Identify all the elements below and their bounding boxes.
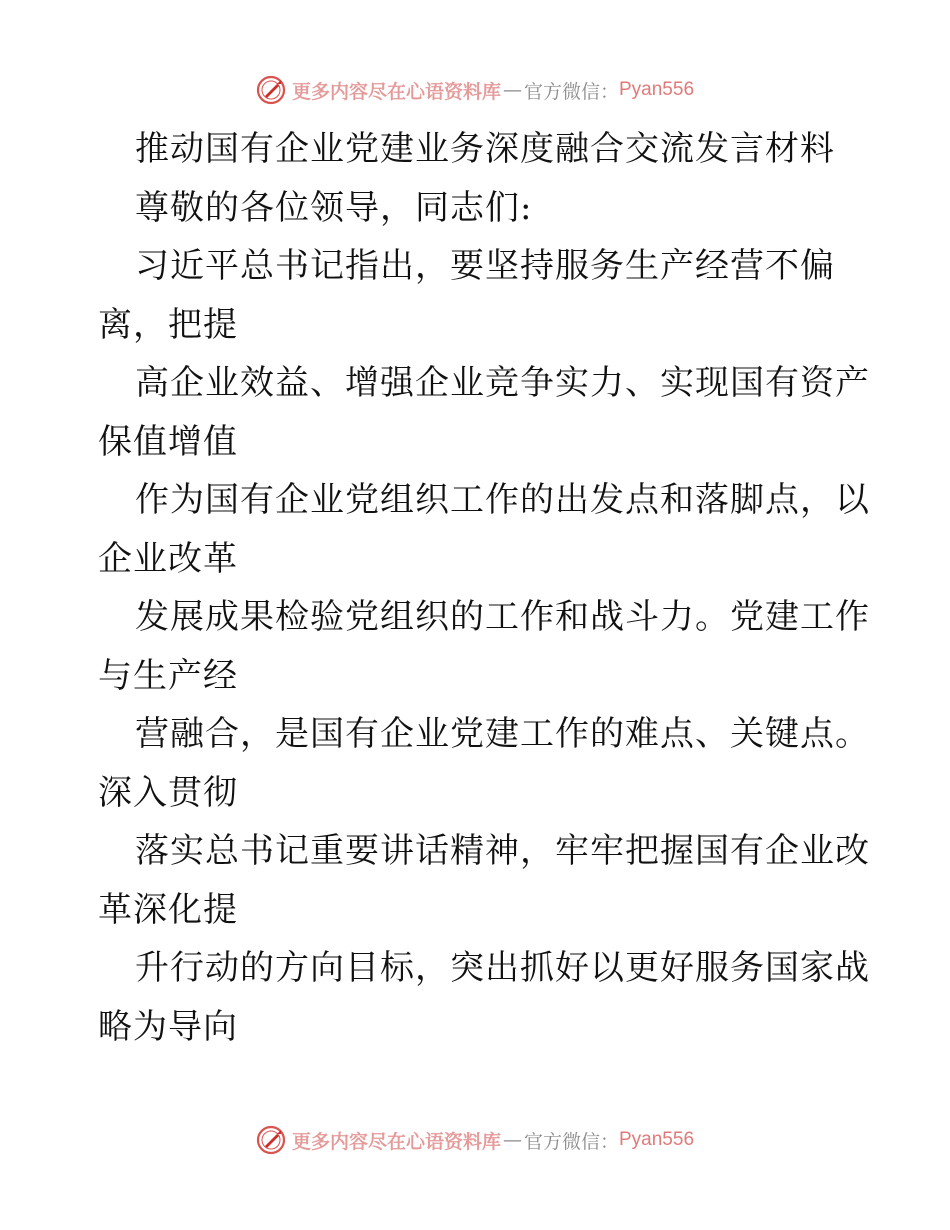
paragraph-line: 与生产经 [98, 655, 238, 696]
paragraph-line: 革深化提 [98, 889, 238, 930]
paragraph-line: 营融合，是国有企业党建工作的难点、关键点。 [135, 714, 870, 754]
separator-dash: — [502, 1129, 522, 1151]
paragraph-line: 作为国有企业党组织工作的出发点和落脚点，以 [135, 480, 870, 520]
document-title: 推动国有企业党建业务深度融合交流发言材料 [135, 129, 835, 169]
separator-dash: — [502, 79, 522, 101]
paragraph-line: 企业改革 [98, 538, 238, 579]
paragraph-line: 高企业效益、增强企业竞争实力、实现国有资产 [135, 363, 870, 403]
header-banner [0, 70, 950, 110]
paragraph-line: 落实总书记重要讲话精神，牢牢把握国有企业改 [135, 831, 870, 871]
wechat-label: 官方微信： [523, 1130, 619, 1153]
wechat-id: Pyan556 [619, 79, 695, 100]
paragraph-line: 保值增值 [98, 421, 238, 462]
paragraph-line: 习近平总书记指出，要坚持服务生产经营不偏 [135, 246, 835, 286]
quill-seal-icon [256, 1125, 286, 1155]
document-body [98, 120, 870, 1056]
promo-text: 更多内容尽在心语资料库 [291, 80, 501, 103]
footer-banner [0, 1120, 950, 1160]
promo-text: 更多内容尽在心语资料库 [291, 1130, 501, 1153]
quill-seal-icon [256, 75, 286, 105]
wechat-label: 官方微信： [523, 80, 619, 103]
paragraph-line: 深入贯彻 [98, 772, 238, 813]
paragraph-line: 略为导向 [98, 1006, 238, 1047]
wechat-id: Pyan556 [619, 1129, 695, 1150]
salutation: 尊敬的各位领导，同志们: [135, 187, 533, 228]
paragraph-line: 发展成果检验党组织的工作和战斗力。党建工作 [135, 597, 870, 637]
paragraph-line: 升行动的方向目标，突出抓好以更好服务国家战 [135, 948, 870, 988]
paragraph-line: 离，把提 [98, 304, 238, 345]
